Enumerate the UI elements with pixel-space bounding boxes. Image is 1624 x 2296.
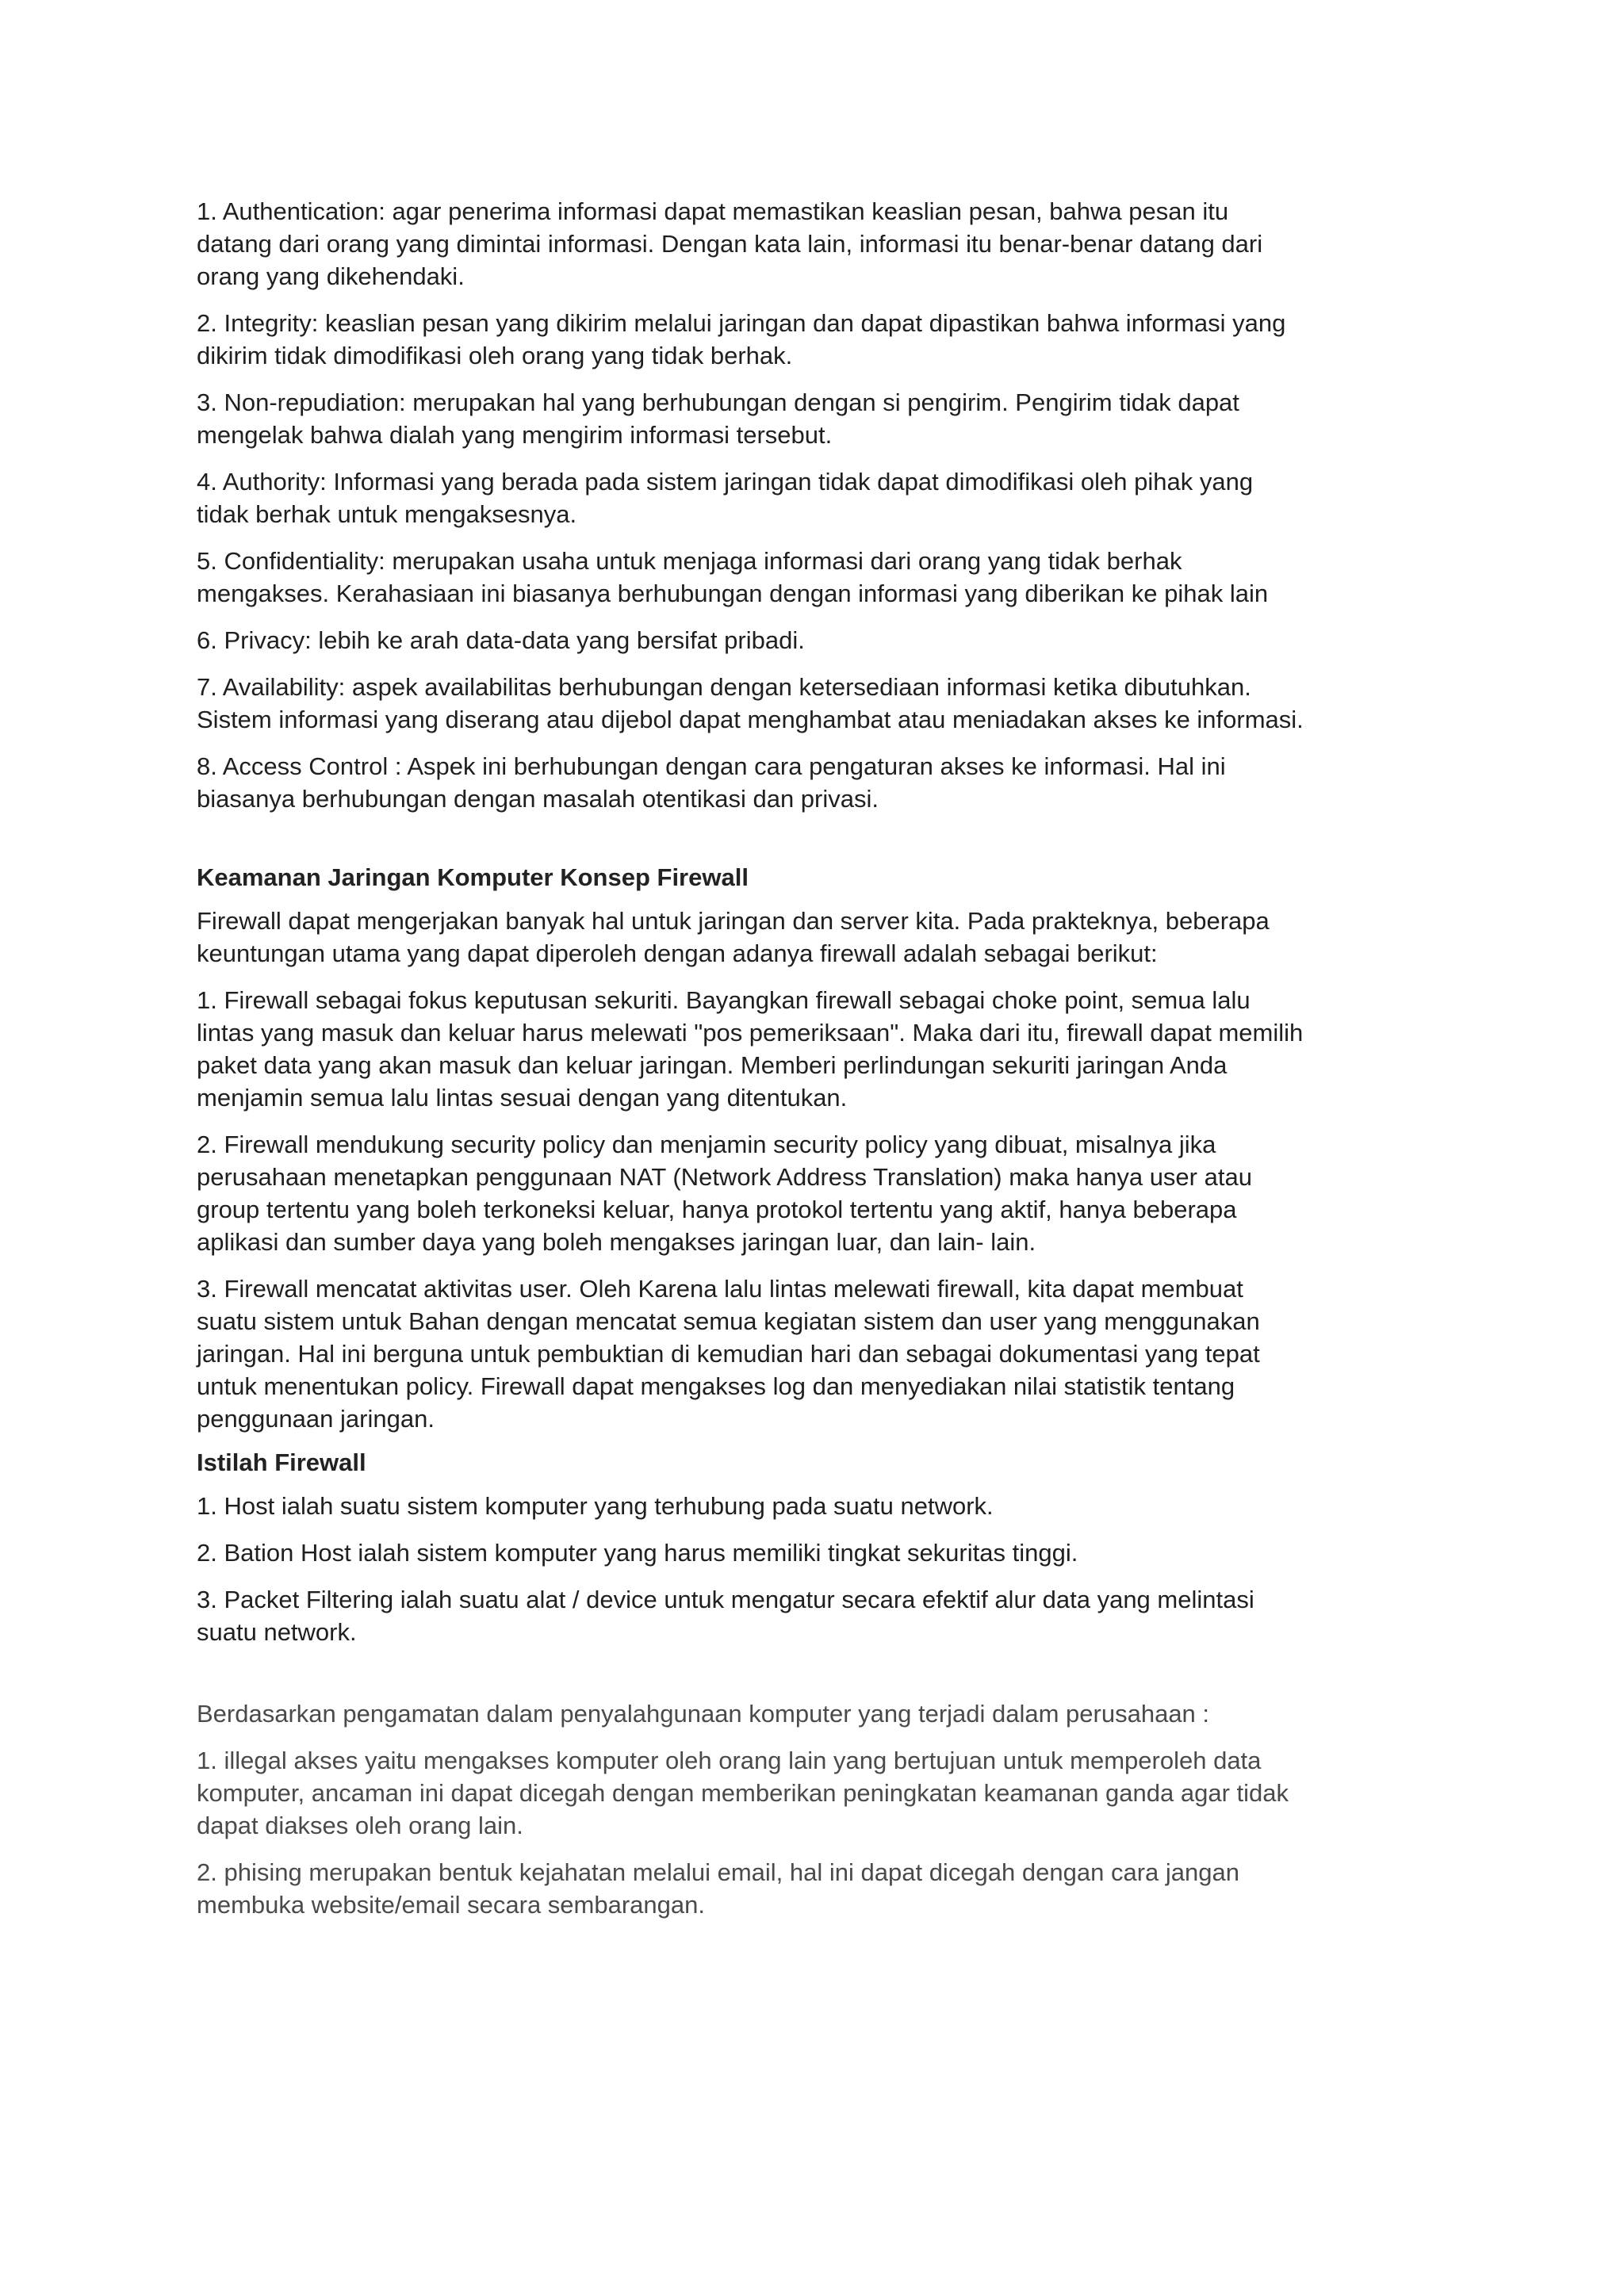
firewall-terms-heading: Istilah Firewall [197, 1448, 366, 1476]
computer-misuse-section [197, 1697, 1450, 1921]
aspect-integrity: 2. Integrity: keaslian pesan yang dikirim melalui jaringan dan dapat dipastikan bahwa informasi yang dikirim tidak dimodifikasi oleh orang yang tidak berhak. [197, 309, 1286, 369]
aspect-privacy: 6. Privacy: lebih ke arah data-data yang bersifat pribadi. [197, 626, 805, 654]
firewall-concept-heading: Keamanan Jaringan Komputer Konsep Firewall [197, 863, 749, 891]
aspect-authority: 4. Authority: Informasi yang berada pada sistem jaringan tidak dapat dimodifikasi oleh pihak yang tidak berhak untuk mengaksesnya. [197, 468, 1254, 528]
firewall-terms-section [197, 1446, 1450, 1648]
aspect-access-control: 8. Access Control : Aspek ini berhubungan dengan cara pengaturan akses ke informasi. Hal ini biasanya berhubungan dengan masalah otentikasi dan privasi. [197, 752, 1226, 813]
aspect-availability: 7. Availability: aspek availabilitas berhubungan dengan ketersediaan informasi ketika dibutuhkan. Sistem informasi yang diserang atau dijebol dapat menghambat atau meniadakan akses ke informasi. [197, 673, 1304, 733]
firewall-term-2: 2. Bation Host ialah sistem komputer yang harus memiliki tingkat sekuritas tinggi. [197, 1539, 1078, 1567]
firewall-point-2: 2. Firewall mendukung security policy dan menjamin security policy yang dibuat, misalnya jika perusahaan menetapkan penggunaan NAT (Network Address Translation) maka hanya user atau group tertentu yang boleh terkoneksi keluar, hanya protokol tertentu yang aktif, hanya beberapa aplikasi dan sumber daya yang boleh mengakses jaringan luar, dan lain- lain. [197, 1131, 1252, 1256]
aspect-authentication: 1. Authentication: agar penerima informasi dapat memastikan keaslian pesan, bahwa pesan itu datang dari orang yang dimintai informasi. Dengan kata lain, informasi itu benar-benar datang dari orang yang dikehendaki. [197, 197, 1263, 290]
aspect-non-repudiation: 3. Non-repudiation: merupakan hal yang berhubungan dengan si pengirim. Pengirim tidak dapat mengelak bahwa dialah yang mengirim informasi tersebut. [197, 388, 1239, 449]
firewall-concept-section [197, 861, 1450, 1435]
firewall-term-3: 3. Packet Filtering ialah suatu alat / device untuk mengatur secara efektif alur data yang melintasi suatu network. [197, 1586, 1254, 1646]
firewall-concept-intro: Firewall dapat mengerjakan banyak hal untuk jaringan dan server kita. Pada prakteknya, beberapa keuntungan utama yang dapat diperoleh dengan adanya firewall adalah sebagai berikut: [197, 907, 1270, 967]
misuse-item-2: 2. phising merupakan bentuk kejahatan melalui email, hal ini dapat dicegah dengan cara jangan membuka website/email secara sembarangan. [197, 1858, 1239, 1919]
misuse-intro: Berdasarkan pengamatan dalam penyalahgunaan komputer yang terjadi dalam perusahaan : [197, 1700, 1210, 1728]
document-page [197, 195, 1450, 1935]
firewall-term-1: 1. Host ialah suatu sistem komputer yang terhubung pada suatu network. [197, 1492, 994, 1520]
misuse-item-1: 1. illegal akses yaitu mengakses komputer oleh orang lain yang bertujuan untuk memperoleh data komputer, ancaman ini dapat dicegah dengan memberikan peningkatan keamanan ganda agar tidak dapat diakses oleh orang lain. [197, 1747, 1289, 1839]
firewall-point-1: 1. Firewall sebagai fokus keputusan sekuriti. Bayangkan firewall sebagai choke point, semua lalu lintas yang masuk dan keluar harus melewati "pos pemeriksaan". Maka dari itu, firewall dapat memilih paket data yang akan masuk dan keluar jaringan. Memberi perlindungan sekuriti jaringan Anda menjamin semua lalu lintas sesuai dengan yang ditentukan. [197, 986, 1304, 1112]
firewall-point-3: 3. Firewall mencatat aktivitas user. Oleh Karena lalu lintas melewati firewall, kita dapat membuat suatu sistem untuk Bahan dengan mencatat semua kegiatan sistem dan user yang menggunakan jaringan. Hal ini berguna untuk pembuktian di kemudian hari dan sebagai dokumentasi yang tepat untuk menentukan policy. Firewall dapat mengakses log dan menyediakan nilai statistik tentang penggunaan jaringan. [197, 1275, 1260, 1433]
security-aspects-list [197, 195, 1450, 815]
aspect-confidentiality: 5. Confidentiality: merupakan usaha untuk menjaga informasi dari orang yang tidak berhak mengakses. Kerahasiaan ini biasanya berhubungan dengan informasi yang diberikan ke pihak lain [197, 547, 1269, 607]
